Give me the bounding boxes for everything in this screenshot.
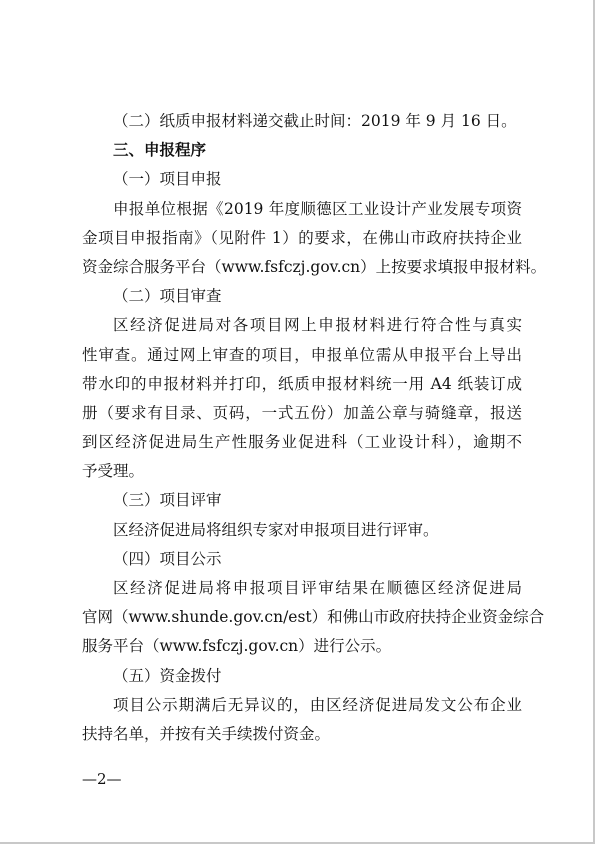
paragraph-line: 官网（www.shunde.gov.cn/est）和佛山市政府扶持企业资金综合 [82, 608, 545, 627]
subsection-title-application: （一）项目申报 [113, 170, 222, 189]
paragraph-line: 服务平台（www.fsfczj.gov.cn）进行公示。 [82, 637, 392, 656]
subsection-title-evaluation: （三）项目评审 [113, 491, 222, 510]
submission-deadline: （二）纸质申报材料递交截止时间：2019 年 9 月 16 日。 [113, 112, 517, 130]
page-number: —2— [82, 770, 122, 788]
paragraph-line: 区经济促进局对各项目网上申报材料进行符合性与真实 [113, 316, 522, 335]
paragraph-line: 申报单位根据《2019 年度顺德区工业设计产业发展专项资 [113, 199, 522, 218]
paragraph-line: 金项目申报指南》（见附件 1）的要求，在佛山市政府扶持企业 [82, 228, 522, 247]
paragraph-line: 带水印的申报材料并打印，纸质申报材料统一用 A4 纸装订成 [82, 374, 522, 393]
paragraph-line: 性审查。通过网上审查的项目，申报单位需从申报平台上导出 [82, 345, 522, 364]
subsection-title-review: （二）项目审查 [113, 287, 222, 306]
section-heading: 三、申报程序 [113, 141, 207, 160]
paragraph-line: 资金综合服务平台（www.fsfczj.gov.cn）上按要求填报申报材料。 [82, 257, 547, 276]
document-body [82, 107, 547, 749]
paragraph-line: 区经济促进局将组织专家对申报项目进行评审。 [113, 520, 439, 539]
paragraph-line: 项目公示期满后无异议的，由区经济促进局发文公布企业 [113, 695, 522, 714]
paragraph-line: 扶持名单，并按有关手续拨付资金。 [82, 724, 331, 743]
paragraph-line: 到区经济促进局生产性服务业促进科（工业设计科），逾期不 [82, 433, 522, 452]
subsection-title-publicity: （四）项目公示 [113, 549, 222, 568]
paragraph-line: 册（要求有目录、页码，一式五份）加盖公章与骑缝章，报送 [82, 403, 522, 422]
subsection-title-funding: （五）资金拨付 [113, 666, 222, 685]
paragraph-line: 区经济促进局将申报项目评审结果在顺德区经济促进局 [113, 579, 522, 597]
paragraph-line: 予受理。 [82, 462, 145, 481]
